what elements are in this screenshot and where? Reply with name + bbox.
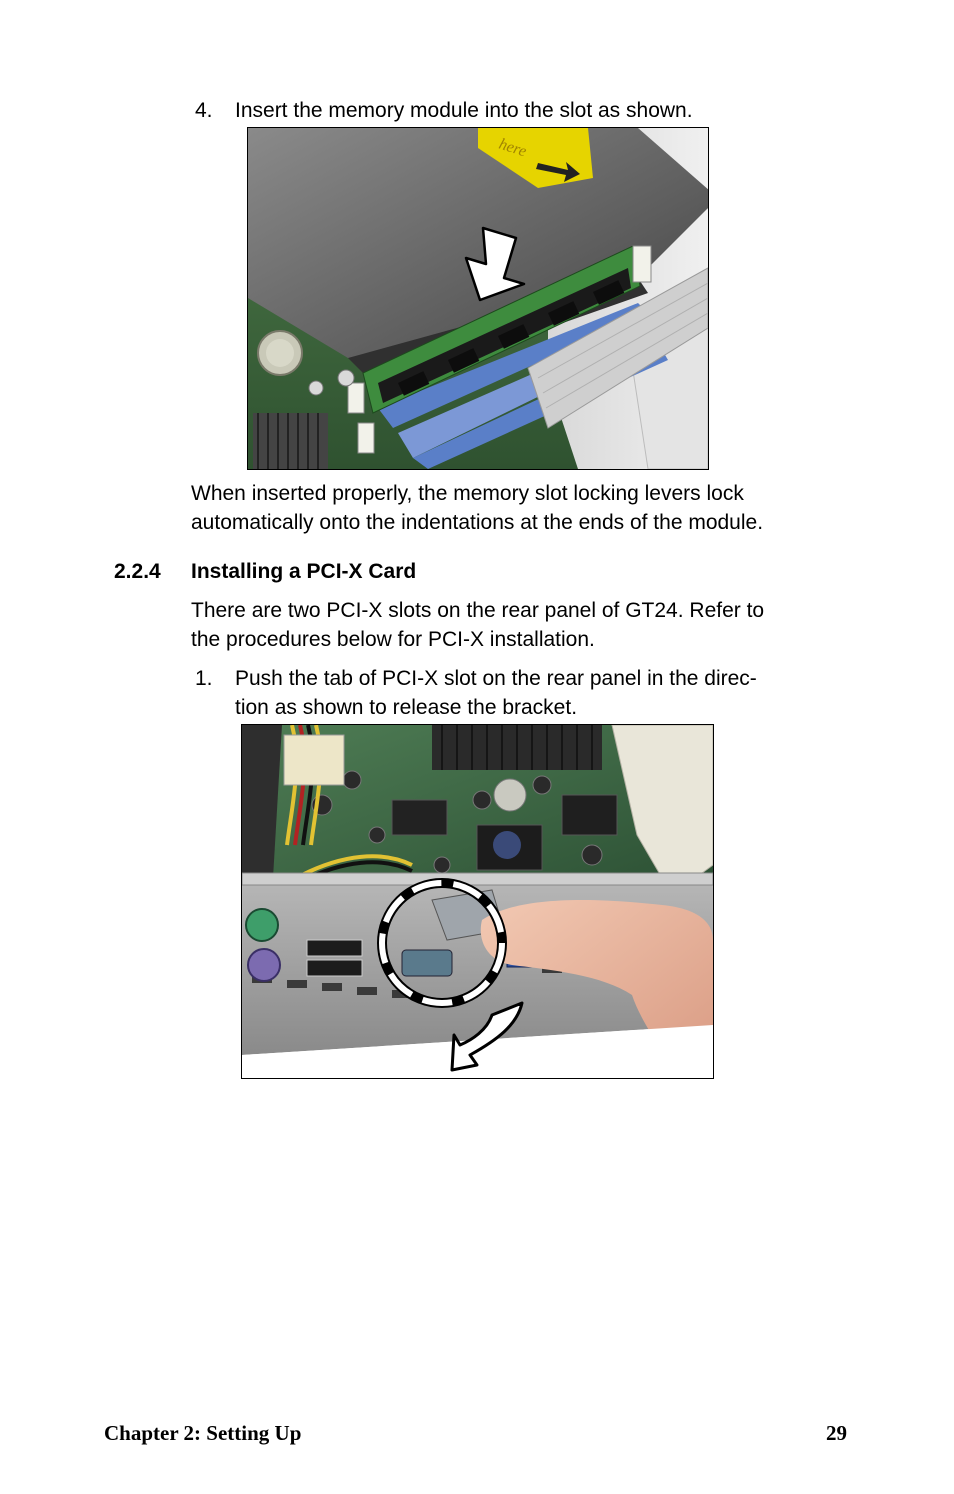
- section-title: Installing a PCI-X Card: [191, 560, 417, 583]
- footer-chapter: Chapter 2: Setting Up: [104, 1421, 302, 1445]
- footer-page-number: 29: [826, 1421, 847, 1445]
- step-4-text: Insert the memory module into the slot as shown.: [235, 99, 693, 122]
- step-4-number: 4.: [195, 99, 213, 122]
- step-1-number: 1.: [195, 667, 213, 690]
- para-pcix-line2: the procedures below for PCI-X installation.: [191, 628, 595, 651]
- step-1-line2: tion as shown to release the bracket.: [235, 696, 578, 719]
- section-number: 2.2.4: [114, 560, 161, 583]
- label-text: here: [496, 135, 529, 161]
- pcix-rear-panel-photo: [241, 724, 714, 1079]
- para-inserted-line1: When inserted properly, the memory slot locking levers lock: [191, 482, 744, 505]
- step-1-line1: Push the tab of PCI-X slot on the rear panel in the direc-: [235, 667, 757, 690]
- para-inserted-line2: automatically onto the indentations at the ends of the module.: [191, 511, 764, 534]
- para-pcix-line1: There are two PCI-X slots on the rear panel of GT24. Refer to: [191, 599, 765, 622]
- memory-module-photo: [247, 127, 709, 470]
